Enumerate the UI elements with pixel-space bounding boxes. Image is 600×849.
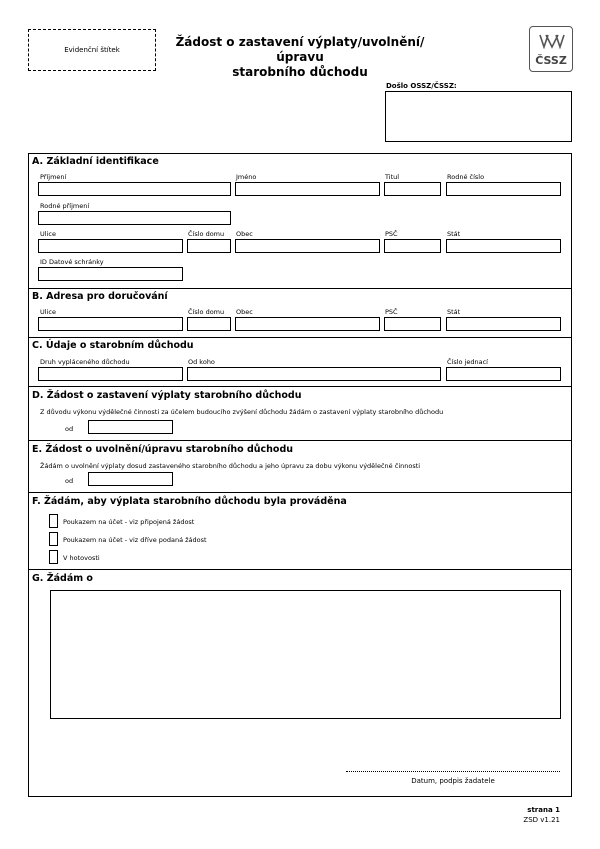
stat-field[interactable]	[446, 239, 561, 253]
label-b-obec: Obec	[236, 308, 253, 316]
label-hotovost: V hotovosti	[63, 554, 100, 562]
rodne-prijmeni-field[interactable]	[38, 211, 231, 225]
divider	[28, 492, 572, 493]
label-titul: Titul	[385, 173, 400, 181]
prijmeni-field[interactable]	[38, 182, 231, 196]
label-jmeno: Jméno	[236, 173, 257, 181]
section-f-title: F. Žádám, aby výplata starobního důchodu byla prováděna	[32, 496, 347, 507]
label-ucet-pripojena: Poukazem na účet - viz připojená žádost	[63, 518, 195, 526]
section-c-title: C. Údaje o starobním důchodu	[32, 340, 194, 351]
divider	[28, 386, 572, 387]
divider	[28, 337, 572, 338]
form-title-line1: Žádost o zastavení výplaty/uvolnění/úpravu	[175, 35, 425, 64]
cislo-jednaci-field[interactable]	[446, 367, 561, 381]
label-b-ulice: Ulice	[40, 308, 56, 316]
label-b-cislo-domu: Číslo domu	[188, 308, 225, 316]
label-ucet-drive: Poukazem na účet - viz dříve podaná žádost	[63, 536, 207, 544]
checkbox-ucet-drive[interactable]	[49, 532, 58, 546]
section-b-title: B. Adresa pro doručování	[32, 291, 168, 302]
cssz-logo	[529, 26, 573, 72]
od-koho-field[interactable]	[187, 367, 441, 381]
b-ulice-field[interactable]	[38, 317, 183, 331]
label-ulice: Ulice	[40, 230, 56, 238]
b-stat-field[interactable]	[446, 317, 561, 331]
divider	[28, 569, 572, 570]
b-psc-field[interactable]	[384, 317, 441, 331]
datova-schranka-field[interactable]	[38, 267, 183, 281]
cssz-logo-text: ČSSZ	[535, 54, 567, 67]
evidencni-stitek-label: Evidenční štítek	[64, 46, 120, 54]
ulice-field[interactable]	[38, 239, 183, 253]
label-cislo-domu: Číslo domu	[188, 230, 225, 238]
druh-duchodu-field[interactable]	[38, 367, 183, 381]
divider	[28, 288, 572, 289]
label-stat: Stát	[447, 230, 461, 238]
jmeno-field[interactable]	[235, 182, 380, 196]
label-e-od: od	[65, 477, 74, 485]
obec-field[interactable]	[235, 239, 380, 253]
form-title-line2: starobního důchodu	[232, 65, 368, 79]
doslo-box	[385, 91, 572, 142]
section-a-title: A. Základní identifikace	[32, 156, 159, 167]
label-b-stat: Stát	[447, 308, 461, 316]
label-od-koho: Od koho	[188, 358, 215, 366]
checkbox-hotovost[interactable]	[49, 550, 58, 564]
label-b-psc: PSČ	[385, 308, 398, 316]
label-psc: PSČ	[385, 230, 398, 238]
signature-line[interactable]	[346, 771, 560, 772]
doslo-label: Došlo OSSZ/ČSSZ:	[386, 82, 457, 90]
section-e-text: Žádám o uvolnění výplaty dosud zastaveného starobního důchodu a jeho úpravu za dobu výkonu výdělečné činnosti	[40, 462, 421, 470]
cislo-domu-field[interactable]	[187, 239, 231, 253]
b-cislo-domu-field[interactable]	[187, 317, 231, 331]
e-od-date-field[interactable]	[88, 472, 173, 486]
cssz-emblem-icon	[538, 33, 566, 49]
section-g-title: G. Žádám o	[32, 573, 93, 584]
label-obec: Obec	[236, 230, 253, 238]
psc-field[interactable]	[384, 239, 441, 253]
titul-field[interactable]	[384, 182, 441, 196]
form-version: ZSD v1.21	[523, 816, 560, 824]
label-prijmeni: Příjmení	[40, 173, 67, 181]
section-e-title: E. Žádost o uvolnění/úpravu starobního důchodu	[32, 444, 294, 455]
label-cislo-jednaci: Číslo jednací	[447, 358, 488, 366]
zadam-o-textarea[interactable]	[50, 590, 561, 719]
label-rodne-prijmeni: Rodné příjmení	[40, 202, 90, 210]
label-datova-schranka: ID Datové schránky	[40, 258, 104, 266]
label-druh-duchodu: Druh vypláceného důchodu	[40, 358, 130, 366]
label-rodne-cislo: Rodné číslo	[447, 173, 485, 181]
label-d-od: od	[65, 425, 74, 433]
rodne-cislo-field[interactable]	[446, 182, 561, 196]
page-number: strana 1	[527, 806, 560, 814]
d-od-date-field[interactable]	[88, 420, 173, 434]
section-d-title: D. Žádost o zastavení výplaty starobního důchodu	[32, 390, 302, 401]
section-d-text: Z důvodu výkonu výdělečné činnosti za účelem budoucího zvýšení důchodu žádám o zastavení výplaty starobního důchodu	[40, 408, 444, 416]
evidencni-stitek-box	[28, 29, 156, 71]
b-obec-field[interactable]	[235, 317, 380, 331]
checkbox-ucet-pripojena[interactable]	[49, 514, 58, 528]
divider	[28, 440, 572, 441]
form-title	[160, 35, 440, 80]
signature-label: Datum, podpis žadatele	[411, 777, 495, 785]
